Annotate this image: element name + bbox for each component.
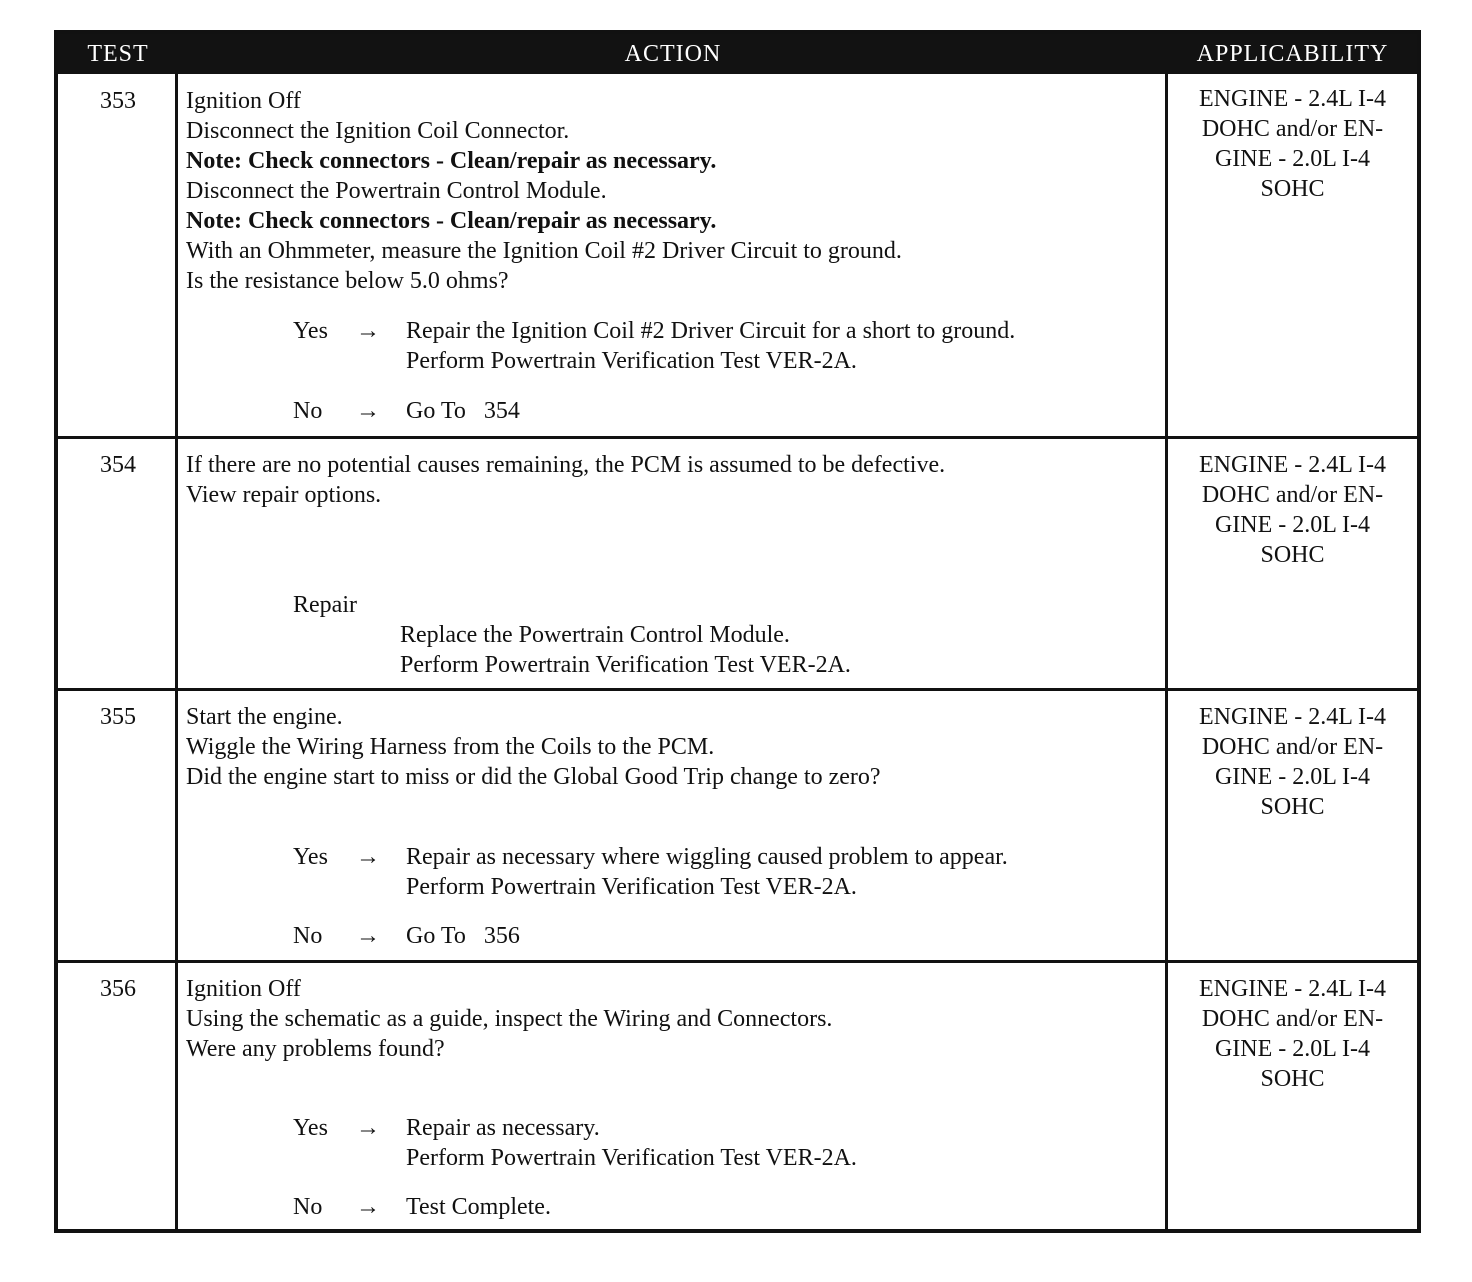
action-note: Note: Check connectors - Clean/repair as necessary. (186, 208, 717, 234)
test-cell (58, 963, 178, 1229)
applicability-line: ENGINE - 2.4L I-4 (1198, 452, 1387, 478)
test-number: 356 (100, 976, 136, 1002)
right-arrow-icon: → (356, 398, 380, 424)
right-arrow-icon: → (356, 923, 380, 949)
action-line: Disconnect the Powertrain Control Module. (186, 178, 607, 204)
test-number: 355 (100, 704, 136, 730)
action-question: Were any problems found? (186, 1036, 445, 1062)
test-cell (58, 691, 178, 960)
header-test: TEST (87, 41, 149, 67)
applicability-line: DOHC and/or EN- (1201, 482, 1384, 508)
action-question: Did the engine start to miss or did the Global Good Trip change to zero? (186, 764, 881, 790)
applicability-line: DOHC and/or EN- (1201, 1006, 1384, 1032)
yes-action: Repair the Ignition Coil #2 Driver Circuit for a short to ground. (406, 318, 1016, 344)
applicability-line: SOHC (1260, 1066, 1325, 1092)
applicability-line: ENGINE - 2.4L I-4 (1198, 704, 1387, 730)
action-cell (178, 439, 1168, 688)
action-line: If there are no potential causes remaining, the PCM is assumed to be defective. (186, 452, 946, 478)
action-line: Wiggle the Wiring Harness from the Coils to the PCM. (186, 734, 715, 760)
repair-action: Replace the Powertrain Control Module. (400, 622, 790, 648)
applicability-cell (1168, 439, 1417, 688)
applicability-line: ENGINE - 2.4L I-4 (1198, 86, 1387, 112)
action-cell (178, 691, 1168, 960)
repair-action: Perform Powertrain Verification Test VER-2A. (400, 652, 851, 678)
action-question: Is the resistance below 5.0 ohms? (186, 268, 509, 294)
table-row-355 (58, 688, 1417, 960)
applicability-line: DOHC and/or EN- (1201, 116, 1384, 142)
header-action: ACTION (624, 41, 722, 67)
applicability-line: SOHC (1260, 542, 1325, 568)
action-line: Using the schematic as a guide, inspect the Wiring and Connectors. (186, 1006, 833, 1032)
applicability-line: ENGINE - 2.4L I-4 (1198, 976, 1387, 1002)
table-row-356 (58, 960, 1417, 1229)
action-line: With an Ohmmeter, measure the Ignition Coil #2 Driver Circuit to ground. (186, 238, 902, 264)
repair-label: Repair (293, 592, 357, 618)
right-arrow-icon: → (356, 318, 380, 344)
header-applicability: APPLICABILITY (1196, 41, 1389, 67)
applicability-line: GINE - 2.0L I-4 (1214, 146, 1371, 172)
applicability-cell (1168, 74, 1417, 436)
yes-action: Repair as necessary. (406, 1115, 600, 1141)
applicability-cell (1168, 963, 1417, 1229)
applicability-text (1168, 450, 1417, 570)
action-line: Ignition Off (186, 976, 301, 1002)
applicability-line: GINE - 2.0L I-4 (1214, 512, 1371, 538)
yes-action: Perform Powertrain Verification Test VER-2A. (406, 1145, 857, 1171)
action-cell (178, 963, 1168, 1229)
test-cell (58, 439, 178, 688)
action-note: Note: Check connectors - Clean/repair as necessary. (186, 148, 717, 174)
table-header (58, 34, 1417, 74)
right-arrow-icon: → (356, 1115, 380, 1141)
table-row-353 (58, 74, 1417, 436)
action-line: Disconnect the Ignition Coil Connector. (186, 118, 570, 144)
yes-action: Perform Powertrain Verification Test VER-2A. (406, 348, 857, 374)
action-cell (178, 74, 1168, 436)
test-cell (58, 74, 178, 436)
applicability-line: DOHC and/or EN- (1201, 734, 1384, 760)
no-action: Test Complete. (406, 1194, 551, 1220)
action-line: View repair options. (186, 482, 382, 508)
right-arrow-icon: → (356, 844, 380, 870)
yes-action: Perform Powertrain Verification Test VER-2A. (406, 874, 857, 900)
applicability-text (1168, 702, 1417, 822)
action-line: Ignition Off (186, 88, 301, 114)
applicability-text (1168, 84, 1417, 204)
yes-action: Repair as necessary where wiggling caused problem to appear. (406, 844, 1008, 870)
yes-label: Yes (293, 318, 328, 344)
no-label: No (293, 923, 323, 949)
no-label: No (293, 1194, 323, 1220)
table-row-354 (58, 436, 1417, 688)
applicability-cell (1168, 691, 1417, 960)
diagnostic-test-table (54, 30, 1421, 1233)
test-number: 354 (100, 452, 136, 478)
applicability-line: SOHC (1260, 176, 1325, 202)
applicability-line: GINE - 2.0L I-4 (1214, 764, 1371, 790)
no-action: Go To 356 (406, 923, 520, 949)
yes-label: Yes (293, 844, 328, 870)
action-line: Start the engine. (186, 704, 343, 730)
applicability-line: SOHC (1260, 794, 1325, 820)
no-action: Go To 354 (406, 398, 520, 424)
yes-label: Yes (293, 1115, 328, 1141)
test-number: 353 (100, 88, 136, 114)
right-arrow-icon: → (356, 1194, 380, 1220)
no-label: No (293, 398, 323, 424)
applicability-text (1168, 974, 1417, 1094)
applicability-line: GINE - 2.0L I-4 (1214, 1036, 1371, 1062)
